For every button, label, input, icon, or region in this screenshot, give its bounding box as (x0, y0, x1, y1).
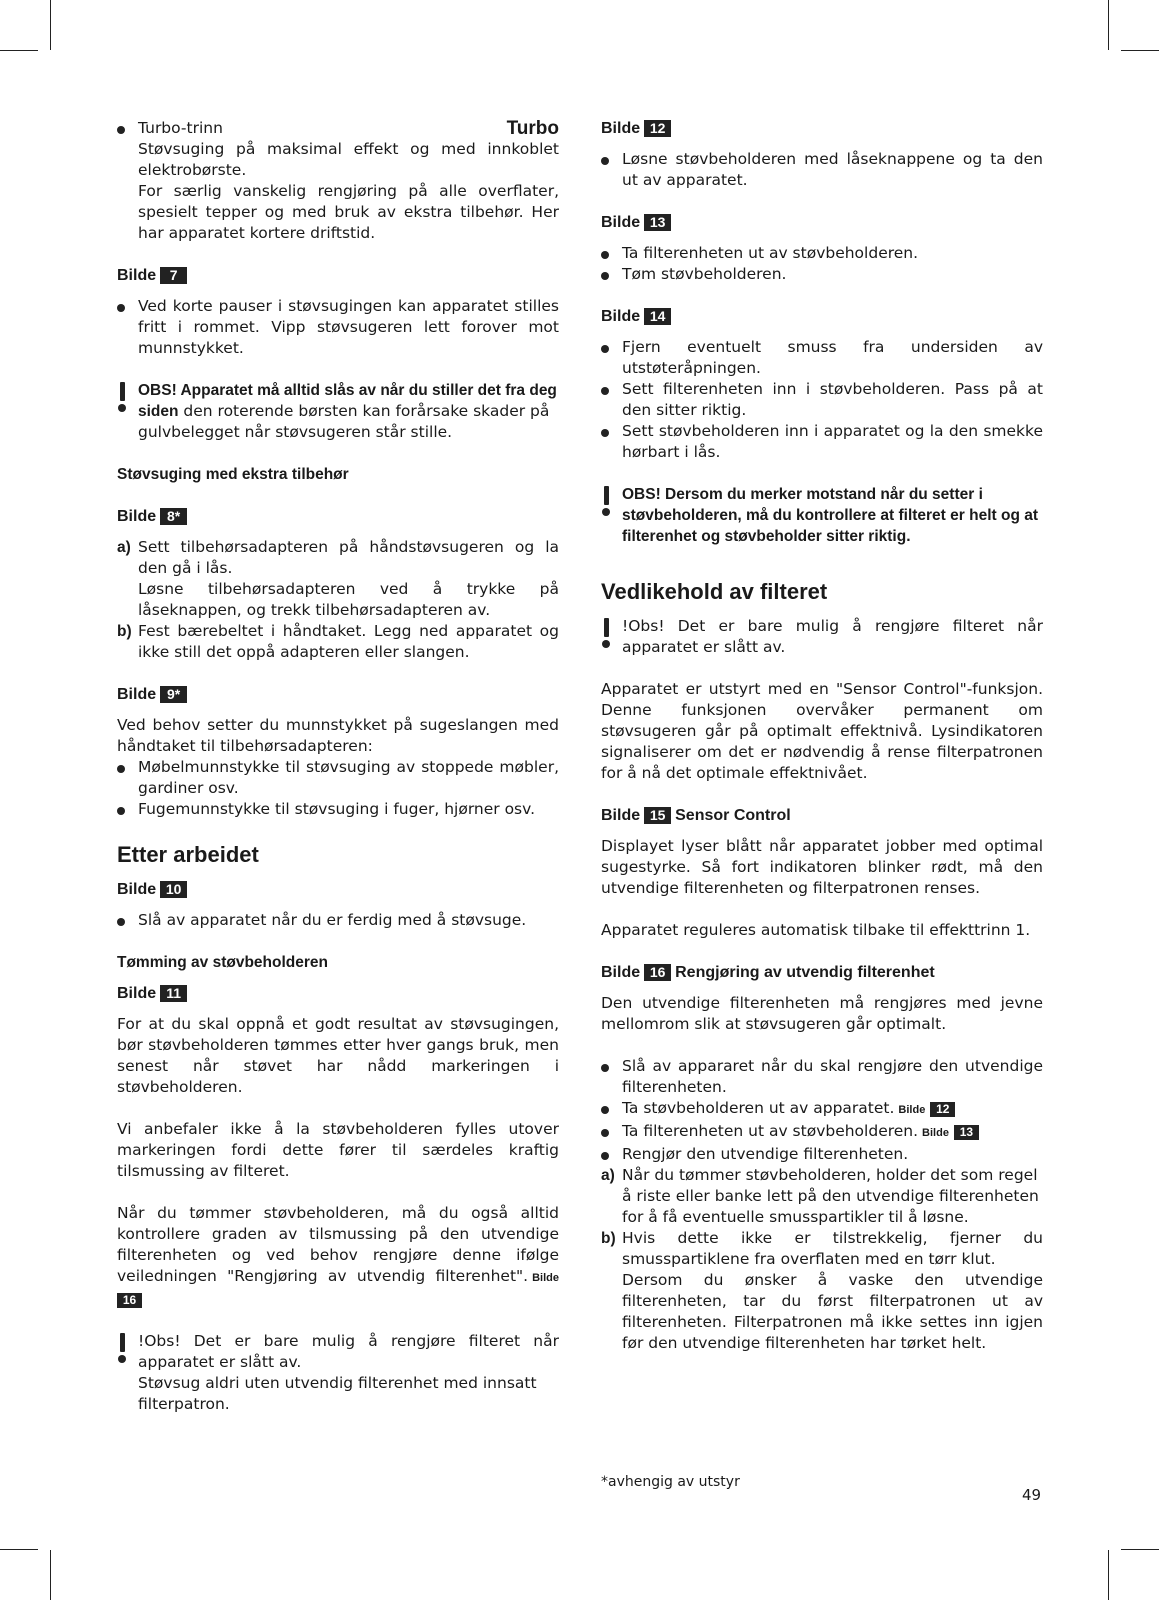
list-item: Sett støvbeholderen inn i apparatet og la den smekke hørbart i lås. (601, 421, 1043, 463)
list-item: b) Hvis dette ikke er tilstrekkelig, fjerner du smusspartiklene fra overflaten med en tørr klut. Dersom du ønsker å vaske den utvendige filterenheten, tar du først filterpatronen ut av filterenheten. Filterpatronen må ikke settes inn igjen før den utvendige filterenheten har tørket helt. (601, 1229, 1043, 1352)
figure-ref-8: Bilde 8* (117, 506, 559, 527)
list-item: Rengjør den utvendige filterenheten. (601, 1144, 1043, 1165)
fig11-text-2: Vi anbefaler ikke å la støvbeholderen fylles utover markeringen fordi dette fører til særdeles kraftig tilsmussing av filteret. (117, 1120, 559, 1180)
list-item: b) Fest bærebeltet i håndtaket. Legg ned apparatet og ikke still det oppå adapteren eller slangen. (117, 622, 559, 661)
figure-number-badge: 16 (117, 1293, 142, 1308)
crop-mark (1108, 0, 1109, 50)
fig11-text-1: For at du skal oppnå et godt resultat av støvsugingen, bør støvbeholderen tømmes etter hver gangs bruk, men senest når støvet har nådd markeringen i støvbeholderen. (117, 1015, 559, 1096)
figure-ref-12: Bilde 12 (601, 118, 1043, 139)
turbo-list (117, 118, 559, 244)
fig16-list (601, 1056, 1043, 1165)
figure-number-badge: 8* (160, 508, 187, 525)
list-item: a) Sett tilbehørsadapteren på håndstøvsugeren og la den gå i lås. Løsne tilbehørsadapteren ved å trykke på låseknappen, og trekk tilbehørsadapteren av. (117, 538, 559, 619)
turbo-text-2: For særlig vanskelig rengjøring på alle overflater, spesielt tepper og med bruk av ekstra tilbehør. Her har apparatet kortere driftstid. (138, 182, 559, 242)
figure-number-badge: 12 (644, 120, 671, 137)
figure-number-badge: 16 (644, 964, 671, 981)
fig15-text-1: Displayet lyser blått når apparatet jobber med optimal sugestyrke. Så fort indikatoren blinker rødt, må den utvendige filterenheten og filterpatronen renses. (601, 837, 1043, 897)
figure-ref-10: Bilde 10 (117, 879, 559, 900)
left-column (117, 118, 559, 1415)
list-item (117, 118, 559, 244)
warning-note: OBS! Apparatet må alltid slås av når du stiller det fra deg siden den roterende børsten kan forårsake skader på gulvbelegget når støvsugeren står stille. (117, 380, 559, 443)
crop-mark (0, 1549, 38, 1550)
warning-icon (601, 486, 611, 516)
fig10-list (117, 910, 559, 931)
fig9-text: Ved behov setter du munnstykket på sugeslangen med håndtaket til tilbehørsadapteren: (117, 716, 559, 755)
turbo-label: Turbo (506, 118, 559, 139)
list-item: Ta støvbeholderen ut av apparatet. Bilde 12 (601, 1098, 1043, 1121)
crop-mark (1121, 1549, 1159, 1550)
figure-ref-13: Bilde 13 (601, 212, 1043, 233)
fig11-text-3: Når du tømmer støvbeholderen, må du også alltid kontrollere graden av tilsmussing på den utvendige filterenheten og ved behov rengjøre denne ifølge veiledningen "Rengjøring av utvendig filterenhet". Bilde 16 (117, 1204, 559, 1307)
footnote: *avhengig av utstyr (601, 1474, 740, 1490)
warning-note: !Obs! Det er bare mulig å rengjøre filteret når apparatet er slått av. Støvsug aldri uten utvendig filterenhet med innsatt filterpatron. (117, 1331, 559, 1415)
figure-title: Rengjøring av utvendig filterenhet (675, 964, 935, 981)
figure-number-badge: 10 (160, 881, 187, 898)
crop-mark (1121, 50, 1159, 51)
warning-icon (601, 618, 611, 648)
turbo-item: Turbo-trinn (138, 119, 223, 137)
figure-number-badge: 15 (644, 807, 671, 824)
figure-title: Sensor Control (675, 807, 791, 824)
figure-number-badge: 12 (930, 1102, 955, 1117)
fig7-list (117, 296, 559, 359)
figure-ref-9: Bilde 9* (117, 684, 559, 705)
fig14-list (601, 337, 1043, 463)
list-item: a) Når du tømmer støvbeholderen, holder det som regel å riste eller banke lett på den utvendige filterenheten for å få eventuelle smusspartikler til å løsne. (601, 1166, 1039, 1226)
fig9-list (117, 757, 559, 820)
list-item: Sett filterenheten inn i støvbeholderen. Pass på at den sitter riktig. (601, 379, 1043, 421)
list-item: Ta filterenheten ut av støvbeholderen. (601, 243, 1043, 264)
list-item: Ved korte pauser i støvsugingen kan apparatet stilles fritt i rommet. Vipp støvsugeren lett forover mot munnstykket. (117, 296, 559, 359)
warning-icon (117, 1333, 127, 1363)
page-number: 49 (1022, 1486, 1042, 1504)
figure-ref-11: Bilde 11 (117, 983, 559, 1004)
figure-ref-14: Bilde 14 (601, 306, 1043, 327)
filter-text: Apparatet er utstyrt med en "Sensor Control"-funksjon. Denne funksjonen overvåker permanent om støvsugeren går på optimalt effektnivå. Lysindikatoren signaliserer om det er nødvendig å rense filterpatronen for å nå det optimale effektnivået. (601, 680, 1043, 782)
crop-mark (1108, 1550, 1109, 1600)
figure-ref-7: Bilde 7 (117, 265, 559, 286)
figure-number-badge: 14 (644, 308, 671, 325)
fig12-list (601, 149, 1043, 191)
fig8-list (117, 537, 559, 663)
warning-note: OBS! Dersom du merker motstand når du setter i støvbeholderen, må du kontrollere at filteret er helt og at filterenhet og støvbeholder sitter riktig. (601, 484, 1043, 547)
figure-number-badge: 13 (644, 214, 671, 231)
figure-ref-16: Bilde 16 Rengjøring av utvendig filterenhet (601, 964, 935, 981)
heading-filter-maintenance: Vedlikehold av filteret (601, 579, 828, 604)
list-item: Fugemunnstykke til støvsuging i fuger, hjørner osv. (117, 799, 559, 820)
list-item: Ta filterenheten ut av støvbeholderen. Bilde 13 (601, 1121, 1043, 1144)
figure-number-badge: 13 (954, 1125, 979, 1140)
list-item: Fjern eventuelt smuss fra undersiden av utstøteråpningen. (601, 337, 1043, 379)
list-item: Møbelmunnstykke til støvsuging av stoppede møbler, gardiner osv. (117, 757, 559, 799)
list-item: Løsne støvbeholderen med låseknappene og ta den ut av apparatet. (601, 149, 1043, 191)
figure-ref-15: Bilde 15 Sensor Control (601, 807, 791, 824)
fig16-text: Den utvendige filterenheten må rengjøres med jevne mellomrom slik at støvsugeren går optimalt. (601, 994, 1043, 1033)
figure-number-badge: 9* (160, 686, 187, 703)
turbo-text-1: Støvsuging på maksimal effekt og med innkoblet elektrobørste. (138, 140, 559, 179)
list-item: Slå av appararet når du skal rengjøre den utvendige filterenheten. (601, 1056, 1043, 1098)
crop-mark (50, 1550, 51, 1600)
warning-note: !Obs! Det er bare mulig å rengjøre filteret når apparatet er slått av. (601, 616, 1043, 658)
list-item: Tøm støvbeholderen. (601, 264, 1043, 285)
subheading-accessories: Støvsuging med ekstra tilbehør (117, 466, 349, 483)
warning-icon (117, 382, 127, 412)
right-column (601, 118, 1043, 1354)
crop-mark (0, 50, 38, 51)
subheading-emptying: Tømming av støvbeholderen (117, 954, 329, 971)
fig16-steps (601, 1165, 1043, 1354)
figure-number-badge: 11 (160, 985, 187, 1002)
crop-mark (50, 0, 51, 50)
heading-after-work: Etter arbeidet (117, 842, 259, 867)
fig15-text-2: Apparatet reguleres automatisk tilbake til effekttrinn 1. (601, 921, 1031, 939)
figure-number-badge: 7 (160, 267, 187, 284)
fig13-list (601, 243, 1043, 285)
list-item: Slå av apparatet når du er ferdig med å støvsuge. (117, 910, 559, 931)
